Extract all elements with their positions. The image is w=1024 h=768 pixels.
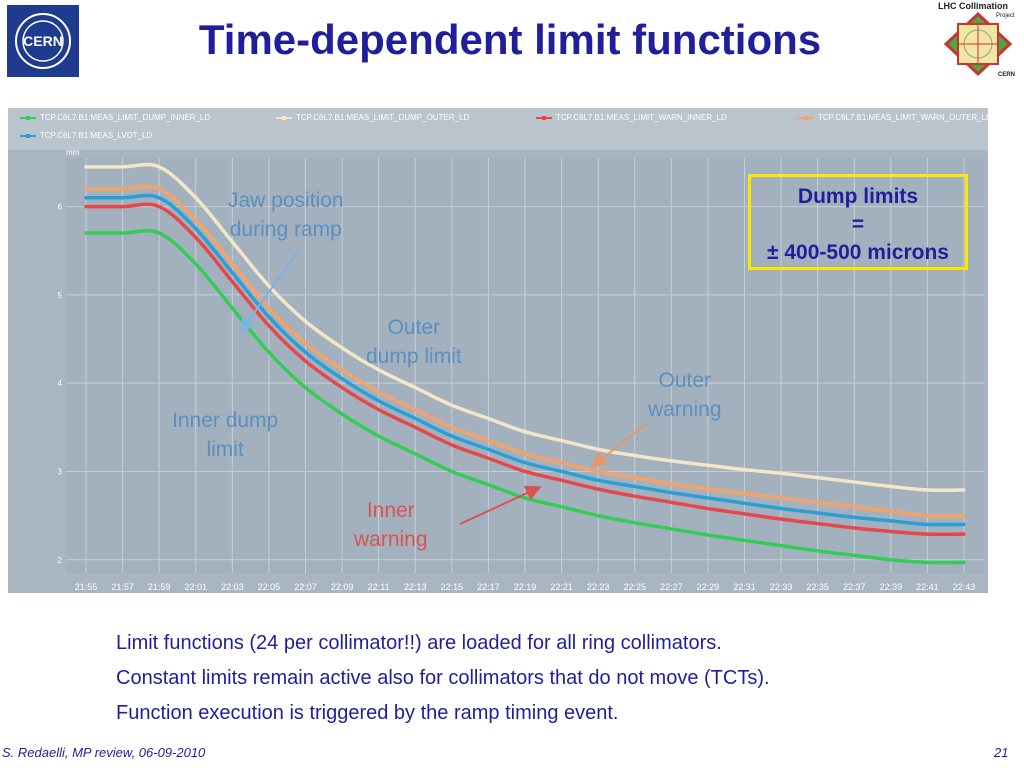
x-tick-label: 22:37 <box>842 582 866 592</box>
annotation-line: during ramp <box>229 218 342 241</box>
x-tick-label: 22:09 <box>330 582 354 592</box>
x-tick-label: 22:35 <box>806 582 829 592</box>
annotation-line: Inner <box>366 499 415 522</box>
legend-label: TCP.C6L7.B1:MEAS_LIMIT_WARN_INNER_LD <box>556 113 727 122</box>
x-tick-label: 22:05 <box>257 582 281 592</box>
dump-limits-line: = <box>851 213 865 236</box>
x-tick-label: 22:01 <box>184 582 208 592</box>
annotation-line: Inner dump <box>172 409 279 432</box>
y-tick-label: 3 <box>57 467 62 477</box>
lhc-logo-sub: Project <box>996 13 1015 19</box>
x-tick-label: 22:07 <box>294 582 317 592</box>
dump-limits-box <box>748 174 968 270</box>
x-tick-label: 22:17 <box>477 582 500 592</box>
x-tick-label: 22:23 <box>586 582 610 592</box>
x-tick-label: 22:43 <box>952 582 976 592</box>
x-tick-label: 22:15 <box>440 582 464 592</box>
slide-title: Time-dependent limit functions <box>198 16 822 63</box>
body-text <box>116 626 770 731</box>
x-tick-label: 22:27 <box>660 582 683 592</box>
y-tick-label: 5 <box>57 290 62 300</box>
lhc-logo-cern: CERN <box>998 72 1016 78</box>
x-tick-label: 22:19 <box>513 582 537 592</box>
body-line: Function execution is triggered by the ramp timing event. <box>116 702 619 724</box>
x-tick-label: 21:55 <box>74 582 98 592</box>
x-tick-label: 22:03 <box>221 582 244 592</box>
x-tick-label: 22:41 <box>916 582 939 592</box>
x-tick-label: 22:21 <box>550 582 573 592</box>
y-axis-unit: mm <box>66 148 80 157</box>
y-tick-label: 4 <box>57 379 62 389</box>
annotation-line: Outer <box>658 369 712 392</box>
x-tick-label: 22:13 <box>403 582 427 592</box>
inner-warning-arrow <box>460 488 538 524</box>
x-tick-label: 21:57 <box>111 582 134 592</box>
annotation-line: limit <box>206 438 244 461</box>
x-tick-label: 21:59 <box>147 582 171 592</box>
dump-limits-line: Dump limits <box>797 185 919 208</box>
x-tick-label: 22:39 <box>879 582 903 592</box>
x-tick-label: 22:29 <box>696 582 720 592</box>
jaw-position-arrow <box>242 248 300 330</box>
x-tick-label: 22:11 <box>367 582 390 592</box>
page-number: 21 <box>994 745 1009 760</box>
cern-logo-text: CERN <box>23 33 63 49</box>
annotation-line: Outer <box>387 316 441 339</box>
annotation-line: warning <box>648 398 722 421</box>
dump-limits-line: ± 400-500 microns <box>767 241 949 264</box>
legend-label: TCP.C6L7.B1:MEAS_LIMIT_DUMP_INNER_LD <box>40 113 211 122</box>
legend-label: TCP.C6L7.B1:MEAS_LVDT_LD <box>40 131 153 140</box>
lhc-logo-text: LHC Collimation <box>938 1 1008 11</box>
y-tick-label: 2 <box>57 555 62 565</box>
footer-author: S. Redaelli, MP review, 06-09-2010 <box>2 745 206 760</box>
outer-warning-arrow <box>594 424 646 465</box>
x-tick-label: 22:25 <box>623 582 647 592</box>
annotation-line: dump limit <box>366 345 462 368</box>
legend-label: TCP.C6L7.B1:MEAS_LIMIT_DUMP_OUTER_LD <box>296 113 470 122</box>
x-tick-label: 22:31 <box>733 582 756 592</box>
legend-label: TCP.C6L7.B1:MEAS_LIMIT_WARN_OUTER_LD <box>818 113 992 122</box>
y-tick-label: 6 <box>57 202 62 212</box>
body-line: Limit functions (24 per collimator!!) are loaded for all ring collimators. <box>116 632 722 654</box>
annotation-line: Jaw position <box>228 189 344 212</box>
body-line: Constant limits remain active also for collimators that do not move (TCTs). <box>116 667 770 689</box>
annotation-line: warning <box>354 528 428 551</box>
x-tick-label: 22:33 <box>769 582 793 592</box>
